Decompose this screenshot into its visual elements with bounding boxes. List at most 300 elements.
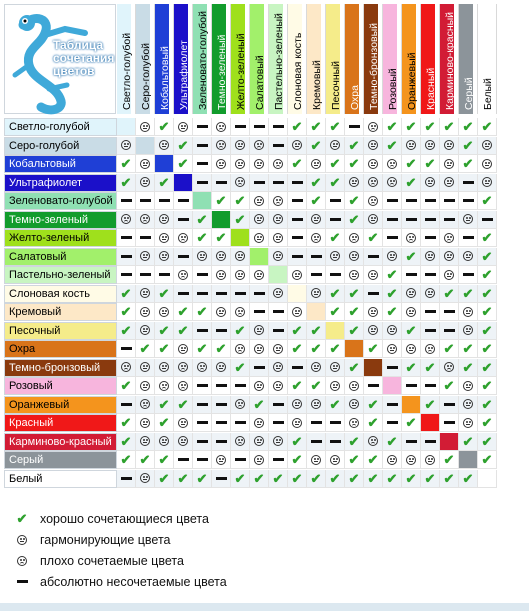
dash-icon — [326, 433, 345, 451]
good-match-icon: ✔ — [478, 322, 497, 340]
neutral-face-icon — [155, 229, 174, 247]
row-label: Светло-голубой — [4, 118, 117, 136]
good-match-icon: ✔ — [421, 359, 440, 377]
good-match-icon: ✔ — [345, 433, 364, 451]
legend-text: гармонирующие цвета — [40, 532, 171, 547]
good-match-icon: ✔ — [307, 118, 326, 136]
neutral-face-icon — [326, 377, 345, 395]
neutral-face-icon — [459, 303, 478, 321]
neutral-face-icon — [459, 377, 478, 395]
column-header — [326, 4, 345, 114]
neutral-face-icon — [155, 211, 174, 229]
dash-icon — [212, 174, 231, 192]
neutral-face-icon — [155, 359, 174, 377]
legend-text: хорошо сочетающиеся цвета — [40, 511, 209, 526]
dash-icon — [117, 229, 136, 247]
dash-icon — [269, 396, 288, 414]
good-match-icon: ✔ — [155, 470, 174, 488]
column-label: Салатовый — [254, 55, 266, 110]
good-match-icon: ✔ — [402, 359, 421, 377]
sad-face-icon — [10, 556, 34, 566]
column-header — [136, 4, 155, 114]
neutral-face-icon — [136, 174, 155, 192]
good-match-icon: ✔ — [459, 137, 478, 155]
good-match-icon: ✔ — [440, 340, 459, 358]
table-row — [4, 229, 499, 247]
dash-icon — [459, 229, 478, 247]
good-match-icon: ✔ — [193, 303, 212, 321]
row-label: Розовый — [4, 377, 117, 395]
row-label: Темно-зеленый — [4, 211, 117, 229]
dash-icon — [174, 211, 193, 229]
good-match-icon: ✔ — [326, 396, 345, 414]
good-match-icon: ✔ — [326, 155, 345, 173]
table-row — [4, 322, 499, 340]
neutral-face-icon — [250, 211, 269, 229]
column-label: Песочный — [330, 60, 342, 110]
column-header — [155, 4, 174, 114]
good-match-icon: ✔ — [307, 322, 326, 340]
diagonal-swatch — [117, 118, 136, 136]
neutral-face-icon — [136, 470, 155, 488]
neutral-face-icon — [250, 377, 269, 395]
dash-icon — [440, 322, 459, 340]
dash-icon — [440, 396, 459, 414]
neutral-face-icon — [459, 211, 478, 229]
good-match-icon: ✔ — [478, 192, 497, 210]
neutral-face-icon — [326, 137, 345, 155]
dash-icon — [421, 192, 440, 210]
neutral-face-icon — [459, 396, 478, 414]
good-match-icon: ✔ — [383, 433, 402, 451]
good-match-icon: ✔ — [440, 377, 459, 395]
neutral-face-icon — [421, 248, 440, 266]
neutral-face-icon — [364, 211, 383, 229]
good-match-icon: ✔ — [478, 396, 497, 414]
column-header — [174, 4, 193, 114]
good-match-icon: ✔ — [478, 377, 497, 395]
dash-icon — [231, 285, 250, 303]
column-label: Кобальтовый — [159, 46, 171, 110]
good-match-icon: ✔ — [478, 340, 497, 358]
dash-icon — [421, 322, 440, 340]
dash-icon — [155, 192, 174, 210]
good-match-icon: ✔ — [231, 211, 250, 229]
neutral-face-icon — [364, 322, 383, 340]
good-match-icon: ✔ — [155, 340, 174, 358]
dash-icon — [383, 359, 402, 377]
dash-icon — [402, 377, 421, 395]
neutral-face-icon — [10, 535, 34, 545]
dash-icon — [212, 377, 231, 395]
sad-face-icon — [364, 118, 383, 136]
column-header — [421, 4, 440, 114]
good-match-icon: ✔ — [345, 322, 364, 340]
good-match-icon: ✔ — [155, 322, 174, 340]
neutral-face-icon — [288, 266, 307, 284]
good-match-icon: ✔ — [345, 211, 364, 229]
sad-face-icon — [174, 359, 193, 377]
dash-icon — [250, 359, 269, 377]
dash-icon — [193, 451, 212, 469]
check-icon: ✔ — [16, 511, 28, 526]
dash-icon — [269, 303, 288, 321]
good-match-icon: ✔ — [193, 211, 212, 229]
neutral-face-icon — [136, 155, 155, 173]
table-row — [4, 340, 499, 358]
neutral-face-icon — [212, 155, 231, 173]
good-match-icon: ✔ — [383, 285, 402, 303]
neutral-face-icon — [250, 322, 269, 340]
table-row — [4, 266, 499, 284]
sad-face-icon — [440, 359, 459, 377]
neutral-face-icon — [326, 248, 345, 266]
neutral-face-icon — [155, 303, 174, 321]
column-header — [402, 4, 421, 114]
good-match-icon: ✔ — [478, 266, 497, 284]
diagonal-swatch — [136, 137, 155, 155]
row-label: Охра — [4, 340, 117, 358]
dash-icon — [345, 118, 364, 136]
good-match-icon: ✔ — [307, 192, 326, 210]
good-match-icon: ✔ — [231, 322, 250, 340]
neutral-face-icon — [364, 137, 383, 155]
good-match-icon: ✔ — [364, 340, 383, 358]
neutral-face-icon — [459, 248, 478, 266]
neutral-face-icon — [402, 451, 421, 469]
sad-face-icon — [231, 303, 250, 321]
dash-icon — [193, 155, 212, 173]
dash-icon — [421, 229, 440, 247]
column-header — [250, 4, 269, 114]
neutral-face-icon — [345, 266, 364, 284]
good-match-icon: ✔ — [288, 451, 307, 469]
dash-icon — [193, 396, 212, 414]
neutral-face-icon — [383, 451, 402, 469]
good-match-icon: ✔ — [155, 414, 174, 432]
good-match-icon: ✔ — [288, 470, 307, 488]
good-match-icon: ✔ — [478, 303, 497, 321]
sad-face-icon — [440, 229, 459, 247]
good-match-icon: ✔ — [345, 192, 364, 210]
neutral-face-icon — [402, 137, 421, 155]
neutral-face-icon — [288, 414, 307, 432]
neutral-face-icon — [269, 340, 288, 358]
column-header — [478, 4, 497, 114]
neutral-face-icon — [478, 155, 497, 173]
sad-face-icon — [402, 229, 421, 247]
good-match-icon: ✔ — [288, 340, 307, 358]
row-label: Карминово-красный — [4, 433, 117, 451]
dash-icon — [421, 377, 440, 395]
dash-icon — [288, 248, 307, 266]
good-match-icon: ✔ — [117, 303, 136, 321]
good-match-icon: ✔ — [174, 155, 193, 173]
dash-icon — [174, 285, 193, 303]
sad-face-icon — [269, 192, 288, 210]
row-label: Кремовый — [4, 303, 117, 321]
good-match-icon: ✔ — [174, 303, 193, 321]
row-label: Зеленовато-голубой — [4, 192, 117, 210]
neutral-face-icon — [269, 433, 288, 451]
dash-icon — [421, 211, 440, 229]
neutral-face-icon — [212, 359, 231, 377]
neutral-face-icon — [136, 414, 155, 432]
dash-icon — [269, 118, 288, 136]
dash-icon — [117, 340, 136, 358]
column-header — [307, 4, 326, 114]
dash-icon — [174, 192, 193, 210]
diagonal-swatch — [402, 396, 421, 414]
neutral-face-icon — [459, 322, 478, 340]
column-header — [193, 4, 212, 114]
neutral-face-icon — [440, 174, 459, 192]
good-match-icon: ✔ — [345, 359, 364, 377]
good-match-icon: ✔ — [288, 322, 307, 340]
good-match-icon: ✔ — [136, 340, 155, 358]
column-label: Серо-голубой — [140, 42, 152, 110]
column-label: Кремовый — [311, 60, 323, 110]
dash-icon — [364, 285, 383, 303]
dash-icon — [402, 211, 421, 229]
good-match-icon: ✔ — [402, 174, 421, 192]
dash-icon — [193, 118, 212, 136]
good-match-icon: ✔ — [402, 248, 421, 266]
row-label: Белый — [4, 470, 117, 488]
table-title-block — [4, 4, 116, 114]
dash-icon — [117, 192, 136, 210]
neutral-face-icon — [136, 322, 155, 340]
row-label: Серый — [4, 451, 117, 469]
good-match-icon: ✔ — [193, 470, 212, 488]
good-match-icon: ✔ — [364, 229, 383, 247]
table-row — [4, 470, 499, 488]
good-match-icon: ✔ — [478, 248, 497, 266]
neutral-face-icon — [440, 266, 459, 284]
good-match-icon: ✔ — [364, 396, 383, 414]
neutral-face-icon — [231, 266, 250, 284]
good-match-icon: ✔ — [345, 285, 364, 303]
column-header — [459, 4, 478, 114]
good-match-icon: ✔ — [421, 396, 440, 414]
neutral-face-icon — [136, 433, 155, 451]
good-match-icon: ✔ — [250, 396, 269, 414]
good-match-icon: ✔ — [136, 451, 155, 469]
dash-icon — [383, 211, 402, 229]
good-match-icon: ✔ — [478, 118, 497, 136]
dash-icon — [421, 433, 440, 451]
dash-icon — [250, 285, 269, 303]
neutral-face-icon — [212, 451, 231, 469]
good-match-icon: ✔ — [402, 155, 421, 173]
column-label: Зеленовато-голубой — [197, 11, 209, 110]
dash-icon — [136, 266, 155, 284]
good-match-icon: ✔ — [326, 340, 345, 358]
neutral-face-icon — [402, 340, 421, 358]
dash-icon — [459, 192, 478, 210]
good-match-icon: ✔ — [459, 340, 478, 358]
neutral-face-icon — [174, 433, 193, 451]
good-match-icon: ✔ — [364, 470, 383, 488]
column-header — [364, 4, 383, 114]
diagonal-swatch — [459, 451, 478, 469]
good-match-icon: ✔ — [231, 359, 250, 377]
sad-face-icon — [307, 229, 326, 247]
row-label: Серо-голубой — [4, 137, 117, 155]
row-label: Красный — [4, 414, 117, 432]
good-match-icon: ✔ — [478, 451, 497, 469]
column-label: Розовый — [387, 68, 399, 110]
dash-icon — [326, 211, 345, 229]
neutral-face-icon — [250, 340, 269, 358]
table-row — [4, 396, 499, 414]
neutral-face-icon — [155, 137, 174, 155]
neutral-face-icon — [440, 248, 459, 266]
good-match-icon: ✔ — [459, 118, 478, 136]
dash-icon — [136, 229, 155, 247]
column-header — [212, 4, 231, 114]
sad-face-icon — [174, 229, 193, 247]
sad-face-icon — [421, 340, 440, 358]
neutral-face-icon — [307, 211, 326, 229]
dash-icon — [288, 359, 307, 377]
diagonal-swatch — [345, 340, 364, 358]
neutral-face-icon — [136, 303, 155, 321]
dash-icon — [193, 285, 212, 303]
good-match-icon: ✔ — [231, 470, 250, 488]
good-match-icon: ✔ — [307, 137, 326, 155]
diagonal-swatch — [421, 414, 440, 432]
dash-icon — [269, 414, 288, 432]
dash-icon — [478, 211, 497, 229]
column-label: Охра — [349, 85, 361, 110]
diagonal-swatch — [288, 285, 307, 303]
neutral-face-icon — [364, 266, 383, 284]
good-match-icon: ✔ — [402, 322, 421, 340]
neutral-face-icon — [383, 322, 402, 340]
column-header — [288, 4, 307, 114]
row-label: Пастельно-зеленый — [4, 266, 117, 284]
neutral-face-icon — [231, 248, 250, 266]
good-match-icon: ✔ — [288, 155, 307, 173]
neutral-face-icon — [136, 248, 155, 266]
diagonal-swatch — [231, 229, 250, 247]
good-match-icon: ✔ — [459, 470, 478, 488]
good-match-icon: ✔ — [326, 470, 345, 488]
sad-face-icon — [117, 211, 136, 229]
good-match-icon: ✔ — [402, 470, 421, 488]
neutral-face-icon — [269, 285, 288, 303]
neutral-face-icon — [155, 248, 174, 266]
diagonal-swatch — [307, 303, 326, 321]
good-match-icon: ✔ — [478, 359, 497, 377]
good-match-icon: ✔ — [421, 470, 440, 488]
footer-bar — [0, 603, 529, 611]
dash-icon — [117, 266, 136, 284]
neutral-face-icon — [269, 211, 288, 229]
legend-item — [10, 529, 510, 550]
good-match-icon: ✔ — [288, 377, 307, 395]
good-match-icon: ✔ — [174, 396, 193, 414]
sad-face-icon — [231, 174, 250, 192]
neutral-face-icon — [269, 229, 288, 247]
good-match-icon: ✔ — [440, 118, 459, 136]
neutral-face-icon — [364, 155, 383, 173]
good-match-icon: ✔ — [421, 155, 440, 173]
good-match-icon: ✔ — [155, 118, 174, 136]
neutral-face-icon — [288, 303, 307, 321]
column-header — [117, 4, 136, 114]
neutral-face-icon — [440, 137, 459, 155]
dash-icon — [459, 174, 478, 192]
sad-face-icon — [193, 359, 212, 377]
good-match-icon: ✔ — [117, 155, 136, 173]
dash-icon — [307, 266, 326, 284]
good-match-icon: ✔ — [383, 470, 402, 488]
sad-face-icon — [174, 377, 193, 395]
dash-icon — [383, 414, 402, 432]
neutral-face-icon — [136, 377, 155, 395]
neutral-face-icon — [117, 137, 136, 155]
good-match-icon: ✔ — [364, 451, 383, 469]
good-match-icon: ✔ — [231, 192, 250, 210]
dash-icon — [174, 451, 193, 469]
neutral-face-icon — [269, 248, 288, 266]
legend-text: плохо сочетаемые цвета — [40, 553, 184, 568]
good-match-icon: ✔ — [383, 118, 402, 136]
dash-icon — [326, 266, 345, 284]
neutral-face-icon — [307, 396, 326, 414]
diagonal-swatch — [269, 266, 288, 284]
neutral-face-icon — [421, 174, 440, 192]
dash-icon — [212, 433, 231, 451]
legend — [10, 508, 510, 592]
neutral-face-icon — [231, 137, 250, 155]
sad-face-icon — [345, 414, 364, 432]
table-row — [4, 248, 499, 266]
neutral-face-icon — [212, 303, 231, 321]
neutral-face-icon — [307, 451, 326, 469]
good-match-icon: ✔ — [288, 433, 307, 451]
neutral-face-icon — [174, 118, 193, 136]
row-label: Ультрафиолет — [4, 174, 117, 192]
good-match-icon: ✔ — [459, 359, 478, 377]
neutral-face-icon — [288, 396, 307, 414]
table-row — [4, 433, 499, 451]
neutral-face-icon — [174, 340, 193, 358]
neutral-face-icon — [326, 451, 345, 469]
good-match-icon: ✔ — [478, 433, 497, 451]
row-label: Оранжевый — [4, 396, 117, 414]
good-match-icon: ✔ — [155, 451, 174, 469]
dash-icon — [174, 248, 193, 266]
neutral-face-icon — [212, 248, 231, 266]
dash-icon — [212, 396, 231, 414]
dash-icon — [117, 470, 136, 488]
dash-icon — [212, 285, 231, 303]
neutral-face-icon — [459, 414, 478, 432]
good-match-icon: ✔ — [459, 285, 478, 303]
dash-icon — [402, 266, 421, 284]
good-match-icon: ✔ — [174, 470, 193, 488]
column-label: Светло-голубой — [121, 32, 133, 110]
dash-icon — [193, 137, 212, 155]
dash-icon — [364, 377, 383, 395]
column-label: Желто-зеленый — [235, 33, 247, 110]
table-title: Таблица сочетания цветов — [53, 38, 115, 78]
good-match-icon: ✔ — [459, 155, 478, 173]
diagonal-swatch — [155, 155, 174, 173]
